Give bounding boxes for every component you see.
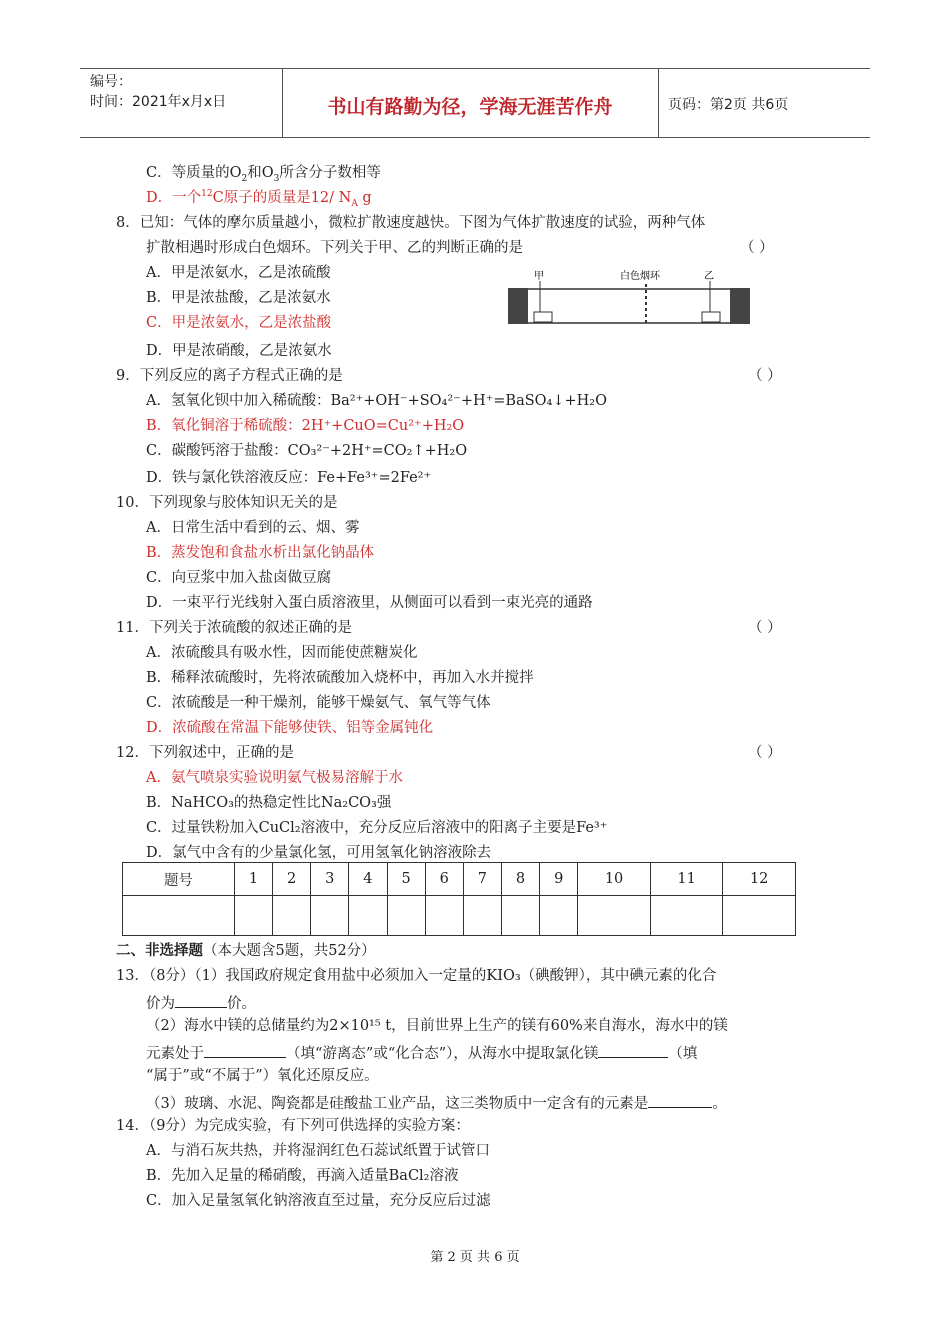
page-header xyxy=(80,68,870,138)
q11-option-b: B．稀释浓硫酸时，先将浓硫酸加入烧杯中，再加入水并搅拌 xyxy=(146,670,534,686)
q8-option-d: D．甲是浓硝酸，乙是浓氨水 xyxy=(146,343,332,359)
q14-option-b: B．先加入足量的稀硝酸，再滴入适量BaCl₂溶液 xyxy=(146,1168,459,1184)
section2-title: 二、非选择题 xyxy=(116,942,203,959)
answer-cell-2[interactable] xyxy=(273,896,311,936)
answer-table-col-2: 2 xyxy=(273,863,311,896)
q13-line-3: （2）海水中镁的总储量约为2×10¹⁵ t，目前世界上生产的镁有60%来自海水，海水中的镁 xyxy=(146,1018,728,1034)
section2-heading xyxy=(116,941,376,961)
answer-table-col-12: 12 xyxy=(723,863,796,896)
answer-cell-5[interactable] xyxy=(387,896,425,936)
q9-stem: 9．下列反应的离子方程式正确的是 xyxy=(116,368,343,384)
answer-table-col-5: 5 xyxy=(387,863,425,896)
diffusion-tube-diagram xyxy=(508,268,750,328)
page-footer: 第 2 页 共 6 页 xyxy=(430,1250,520,1265)
q8-stem-1: 8．已知：气体的摩尔质量越小，微粒扩散速度越快。下图为气体扩散速度的试验，两种气体 xyxy=(116,215,706,231)
q12-option-a: A．氨气喷泉实验说明氨气极易溶解于水 xyxy=(146,770,403,786)
q13-line-5: “属于”或“不属于”）氧化还原反应。 xyxy=(146,1068,379,1084)
section2-note: （本大题含5题，共52分） xyxy=(203,943,376,959)
q14-option-c: C．加入足量氢氧化钠溶液直至过量，充分反应后过滤 xyxy=(146,1193,491,1209)
header-right-cell xyxy=(658,69,870,137)
answer-table-header-label: 题号 xyxy=(123,863,235,896)
answer-table-col-7: 7 xyxy=(463,863,501,896)
q8-option-b: B．甲是浓盐酸，乙是浓氨水 xyxy=(146,290,331,306)
answer-table-col-11: 11 xyxy=(650,863,723,896)
answer-cell-10[interactable] xyxy=(578,896,651,936)
q13-blank-2[interactable] xyxy=(204,1041,286,1058)
header-center-cell xyxy=(282,69,659,137)
diagram-label-yi: 乙 xyxy=(704,271,714,282)
q8-answer-paren: （ ） xyxy=(740,240,774,256)
diagram-label-jia: 甲 xyxy=(534,271,544,282)
q8-option-a: A．甲是浓氨水，乙是浓硫酸 xyxy=(146,265,331,281)
q9-option-c: C．碳酸钙溶于盐酸：CO₃²⁻+2H⁺=CO₂↑+H₂O xyxy=(146,443,468,459)
q11-option-d: D．浓硫酸在常温下能够使铁、铝等金属钝化 xyxy=(146,720,434,736)
q9-option-b: B．氧化铜溶于稀硫酸：2H⁺+CuO=Cu²⁺+H₂O xyxy=(146,418,465,434)
diagram-right-stopper xyxy=(730,288,750,324)
q11-option-a: A．浓硫酸具有吸水性，因而能使蔗糖炭化 xyxy=(146,645,418,661)
answer-cell-4[interactable] xyxy=(349,896,387,936)
q12-option-b: B．NaHCO₃的热稳定性比Na₂CO₃强 xyxy=(146,795,392,811)
answer-table-col-4: 4 xyxy=(349,863,387,896)
q8-stem-2: 扩散相遇时形成白色烟环。下列关于甲、乙的判断正确的是 xyxy=(146,240,523,256)
number-label: 编号： xyxy=(90,74,132,90)
q12-answer-paren: （ ） xyxy=(748,745,782,761)
q11-stem: 11．下列关于浓硫酸的叙述正确的是 xyxy=(116,620,352,636)
q10-option-c: C．向豆浆中加入盐卤做豆腐 xyxy=(146,570,332,586)
answer-table-col-10: 10 xyxy=(578,863,651,896)
q12-option-d: D．氯气中含有的少量氯化氢，可用氢氧化钠溶液除去 xyxy=(146,845,492,861)
q10-option-b: B．蒸发饱和食盐水析出氯化钠晶体 xyxy=(146,545,375,561)
answer-cell-9[interactable] xyxy=(540,896,578,936)
diagram-left-stopper xyxy=(508,288,528,324)
answer-table-header-row xyxy=(123,863,796,896)
q13-line-1: 13．（8分）（1）我国政府规定食用盐中必须加入一定量的KIO₃（碘酸钾），其中碘元素的化合 xyxy=(116,968,717,984)
answer-table-col-1: 1 xyxy=(234,863,272,896)
q14-stem: 14．（9分）为完成实验，有下列可供选择的实验方案： xyxy=(116,1118,470,1134)
q13-blank-3[interactable] xyxy=(598,1041,668,1058)
q13-line-2: 价为 价。 xyxy=(146,991,256,1014)
diagram-right-cotton xyxy=(702,312,720,322)
answer-table-col-3: 3 xyxy=(311,863,349,896)
answer-table-col-9: 9 xyxy=(540,863,578,896)
answer-cell-6[interactable] xyxy=(425,896,463,936)
answer-cell-11[interactable] xyxy=(650,896,723,936)
q13-blank-1[interactable] xyxy=(175,991,227,1008)
header-left-cell xyxy=(80,69,283,137)
q9-answer-paren: （ ） xyxy=(748,368,782,384)
page-label: 页码：第2页 共6页 xyxy=(668,97,789,113)
q12-option-c: C．过量铁粉加入CuCl₂溶液中，充分反应后溶液中的阳离子主要是Fe³⁺ xyxy=(146,820,608,836)
answer-cell-8[interactable] xyxy=(501,896,539,936)
answer-cell-1[interactable] xyxy=(234,896,272,936)
q11-answer-paren: （ ） xyxy=(748,620,782,636)
q10-option-a: A．日常生活中看到的云、烟、雾 xyxy=(146,520,360,536)
q10-stem: 10．下列现象与胶体知识无关的是 xyxy=(116,495,338,511)
q13-line-6: （3）玻璃、水泥、陶瓷都是硅酸盐工业产品，这三类物质中一定含有的元素是 。 xyxy=(146,1091,727,1114)
answer-cell-7[interactable] xyxy=(463,896,501,936)
q11-option-c: C．浓硫酸是一种干燥剂，能够干燥氨气、氧气等气体 xyxy=(146,695,491,711)
q13-blank-4[interactable] xyxy=(648,1091,712,1108)
diagram-label-smoke-ring: 白色烟环 xyxy=(620,271,660,282)
answer-table-answer-row xyxy=(123,896,796,936)
answer-table-col-6: 6 xyxy=(425,863,463,896)
q12-stem: 12．下列叙述中，正确的是 xyxy=(116,745,294,761)
answer-cell-12[interactable] xyxy=(723,896,796,936)
answer-table-col-8: 8 xyxy=(501,863,539,896)
q8-option-c: C．甲是浓氨水，乙是浓盐酸 xyxy=(146,315,332,331)
answer-cell-3[interactable] xyxy=(311,896,349,936)
q7-option-c: C．等质量的$O_2$和$O_3$所含分子数相等 xyxy=(146,165,381,184)
motto: 书山有路勤为径，学海无涯苦作舟 xyxy=(327,96,613,118)
answer-cell-label xyxy=(123,896,235,936)
q9-option-d: D．铁与氯化铁溶液反应：Fe+Fe³⁺=2Fe²⁺ xyxy=(146,470,432,486)
q14-option-a: A．与消石灰共热，并将湿润红色石蕊试纸置于试管口 xyxy=(146,1143,490,1159)
diagram-left-cotton xyxy=(534,312,552,322)
answer-table xyxy=(122,862,796,936)
q13-line-4: 元素处于 （填“游离态”或“化合态”），从海水中提取氯化镁 （填 xyxy=(146,1041,697,1064)
q7-option-d: D．一个$^{12}$C原子的质量是12/ $N_A$ g xyxy=(146,189,372,209)
q9-option-a: A．氢氧化钡中加入稀硫酸：Ba²⁺+OH⁻+SO₄²⁻+H⁺=BaSO₄↓+H₂O xyxy=(146,393,607,409)
time-label: 时间：2021年x月x日 xyxy=(90,94,227,110)
q10-option-d: D．一束平行光线射入蛋白质溶液里，从侧面可以看到一束光亮的通路 xyxy=(146,595,593,611)
